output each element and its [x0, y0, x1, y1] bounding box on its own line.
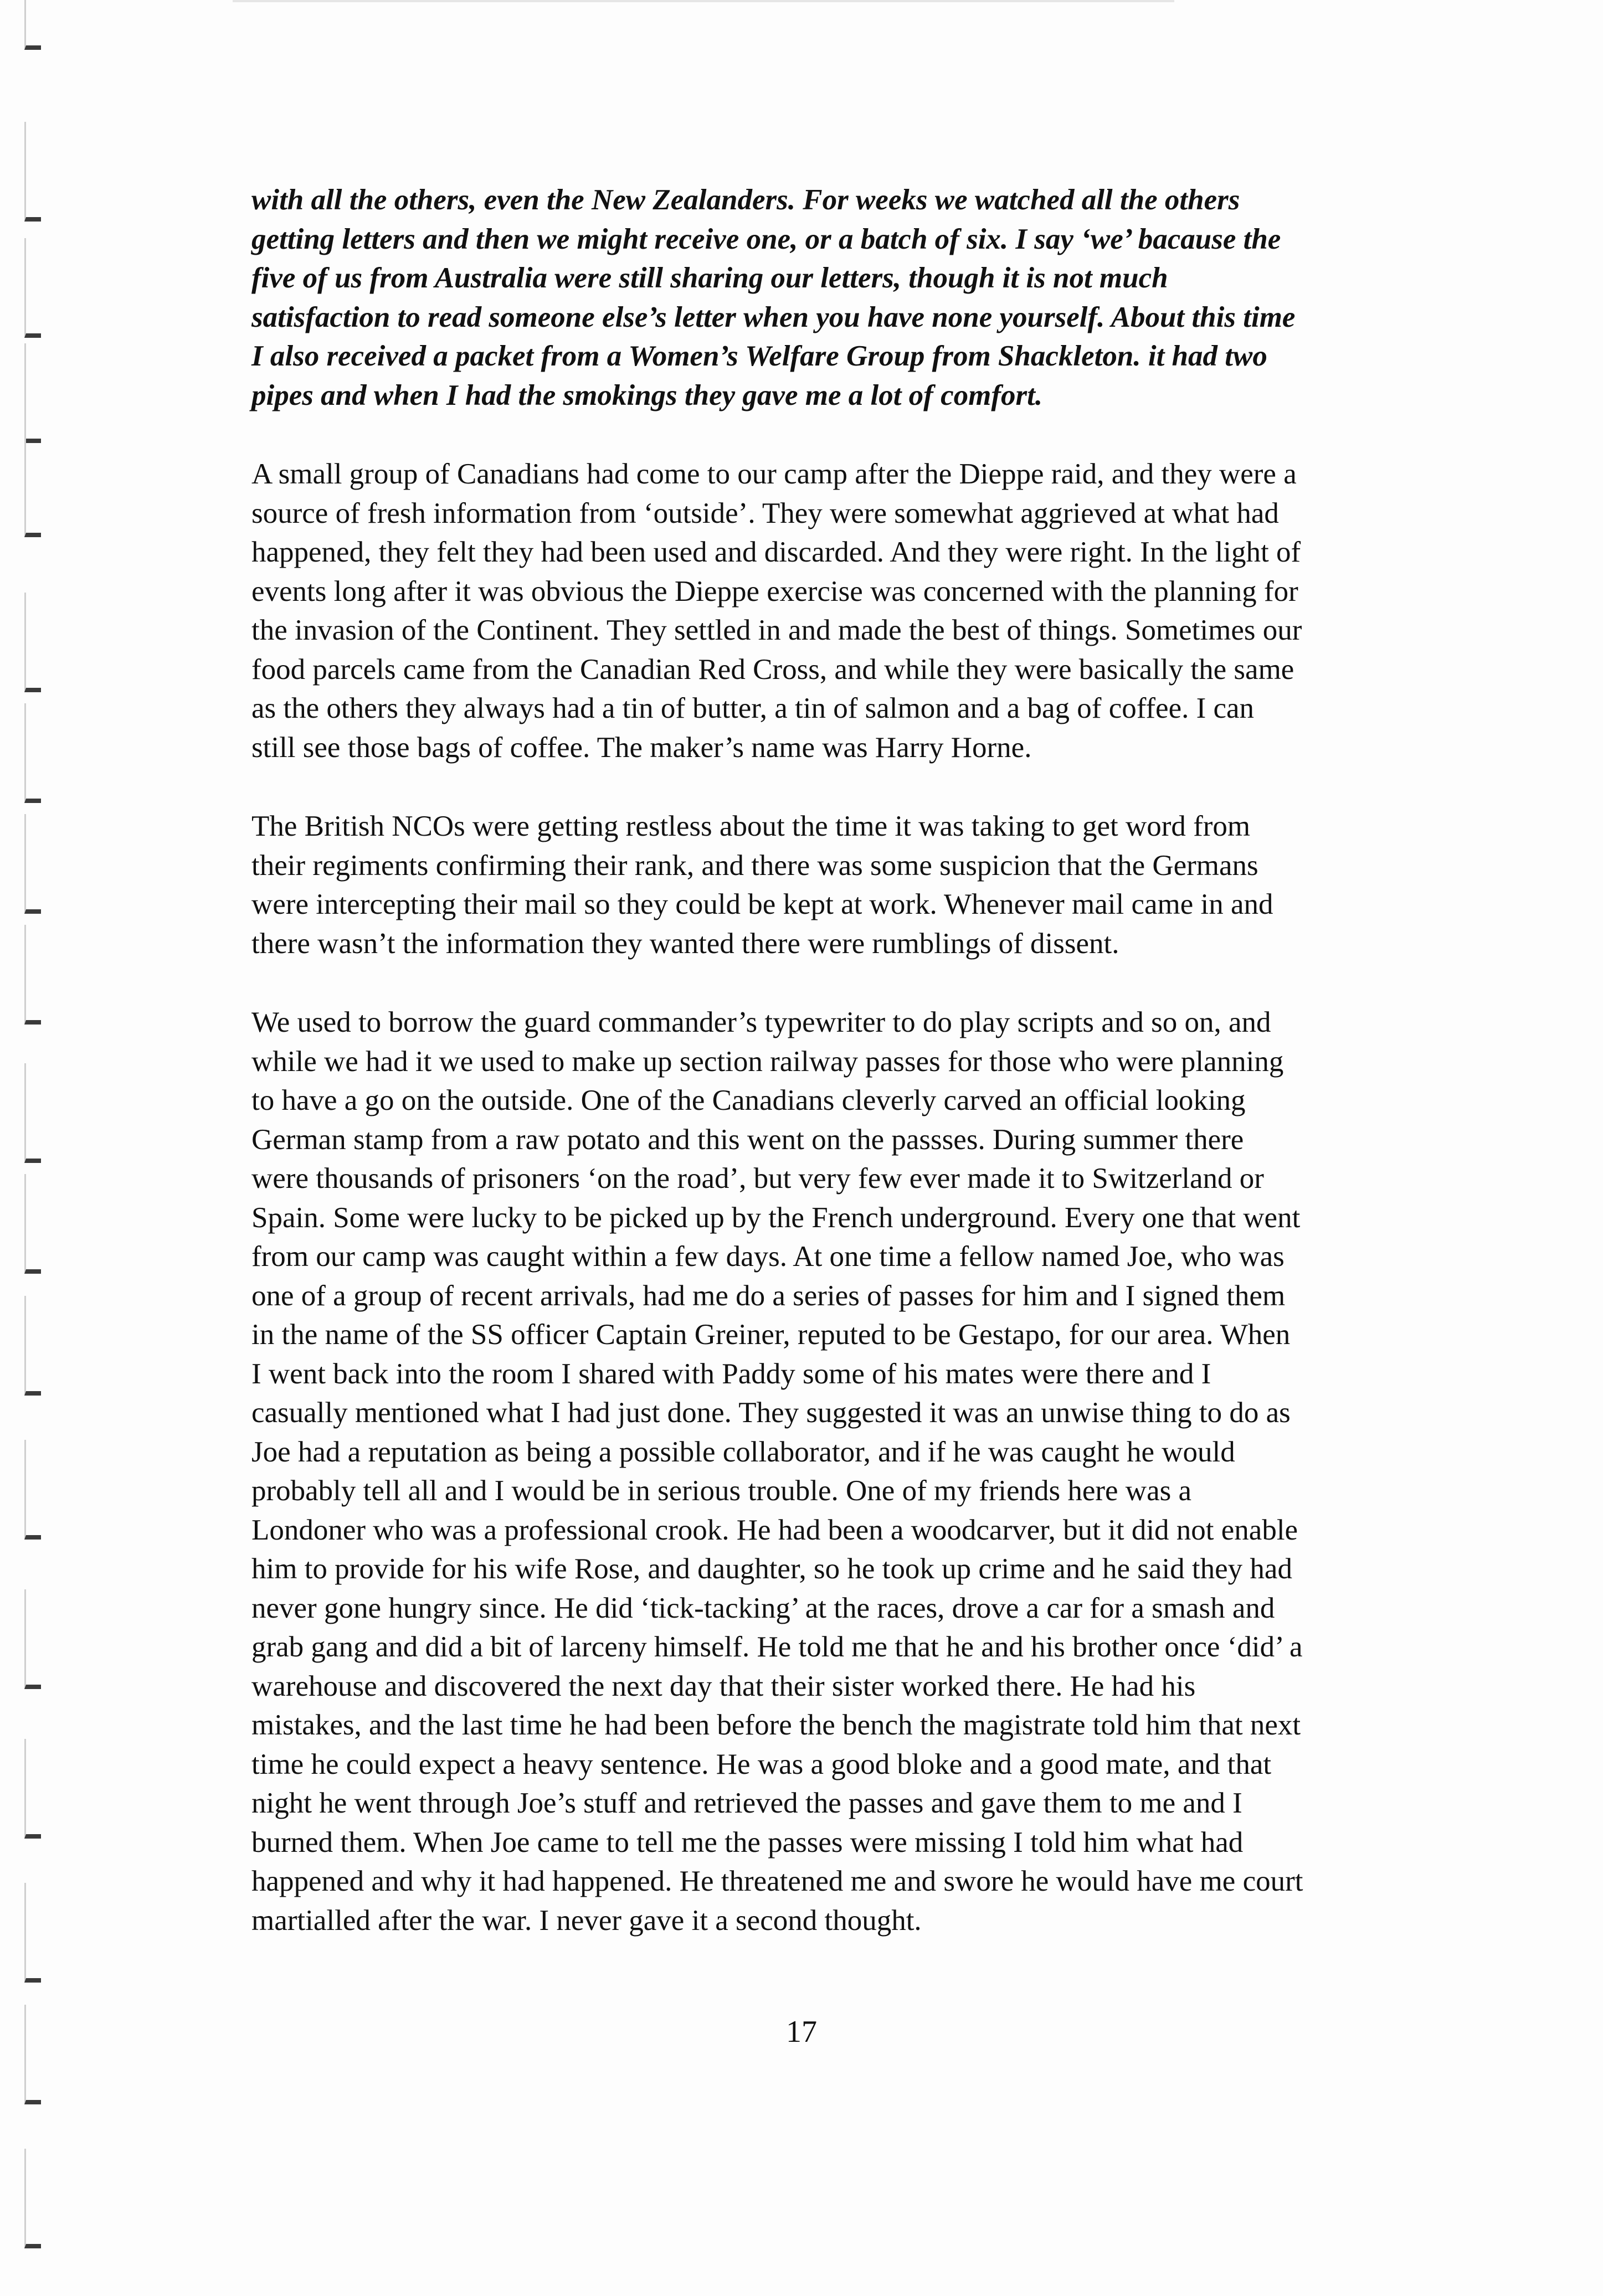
binding-mark [24, 1883, 41, 1983]
binding-mark [24, 437, 41, 537]
binding-mark [24, 122, 41, 222]
binding-mark [24, 1589, 41, 1689]
binding-mark [24, 0, 41, 50]
binding-mark [24, 703, 41, 803]
paragraph-canadians: A small group of Canadians had come to our camp after the Dieppe raid, and they were a source of fresh information from ‘outside’. They were somewhat aggrieved at what had happened, they felt they had been used and discarded. And they were right. In the light of events long after it was obvious the Dieppe exercise was concerned with the planning for the invasion of the Continent. They settled in and made the best of things. Sometimes our food parcels came from the Canadian Red Cross, and while they were basically the same as the others they always had a tin of butter, a tin of salmon and a bag of coffee. I can still see those bags of coffee. The maker’s name was Harry Horne. [251, 458, 1302, 764]
binding-mark [24, 925, 41, 1025]
binding-mark [24, 1440, 41, 1540]
top-edge-shadow [233, 0, 1174, 2]
binding-mark [24, 238, 41, 338]
page-body [251, 181, 1426, 1940]
paragraph-letters: with all the others, even the New Zealanders. For weeks we watched all the others getting letters and then we might receive one, or a batch of six. I say ‘we’ bacause the five of us from Australia were still sharing our letters, though it is not much satisfaction to read someone else’s letter when you have none yourself. About this time I also received a packet from a Women’s Welfare Group from Shackleton. it had two pipes and when I had the smokings they gave me a lot of comfort. [251, 184, 1296, 411]
binding-mark [24, 1296, 41, 1396]
paragraph-typewriter-passes: We used to borrow the guard commander’s typewriter to do play scripts and so on, and while we had it we used to make up section railway passes for those who were planning to have a go on the outside. One of the Canadians cleverly carved an official looking German stamp from a raw potato and this went on the passses. During summer there were thousands of prisoners ‘on the road’, but very few ever made it to Switzerland or Spain. Some were lucky to be picked up by the French underground. Every one that went from our camp was caught within a few days. At one time a fellow named Joe, who was one of a group of recent arrivals, had me do a series of passes for him and I signed them in the name of the SS officer Captain Greiner, reputed to be Gestapo, for our area. When I went back into the room I shared with Paddy some of his mates were there and I casually mentioned what I had just done. They suggested it was an unwise thing to do as Joe had a reputation as being a possible collaborator, and if he was caught he would probably tell all and I would be in serious trouble. One of my friends here was a Londoner who was a professional crook. He had been a woodcarver, but it did not enable him to provide for his wife Rose, and daughter, so he took up crime and he said they had never gone hungry since. He did ‘tick-tacking’ at the races, drove a car for a smash and grab gang and did a bit of larceny himself. He told me that he and his brother once ‘did’ a warehouse and discovered the next day that their sister worked there. He had his mistakes, and the last time he had been before the bench the magistrate told him that next time he could expect a heavy sentence. He was a good bloke and a good mate, and that night he went through Joe’s stuff and retrieved the passes and gave them to me and I burned them. When Joe came to tell me the passes were missing I told him what had happened and why it had happened. He threatened me and swore he would have me court martialled after the war. I never gave it a second thought. [251, 1006, 1303, 1937]
binding-mark [24, 2149, 41, 2248]
binding-mark [24, 343, 41, 443]
page-number: 17 [786, 2015, 817, 2049]
binding-mark [24, 1739, 41, 1839]
binding-mark [24, 814, 41, 914]
binding-mark [24, 1063, 41, 1163]
binding-mark [24, 1174, 41, 1274]
binding-mark [24, 593, 41, 692]
paragraph-british-ncos: The British NCOs were getting restless about the time it was taking to get word from their regiments confirming their rank, and there was some suspicion that the Germans were intercepting their mail so they could be kept at work. Whenever mail came in and there wasn’t the information they wanted there were rumblings of dissent. [251, 810, 1273, 960]
binding-marks [24, 0, 47, 2296]
